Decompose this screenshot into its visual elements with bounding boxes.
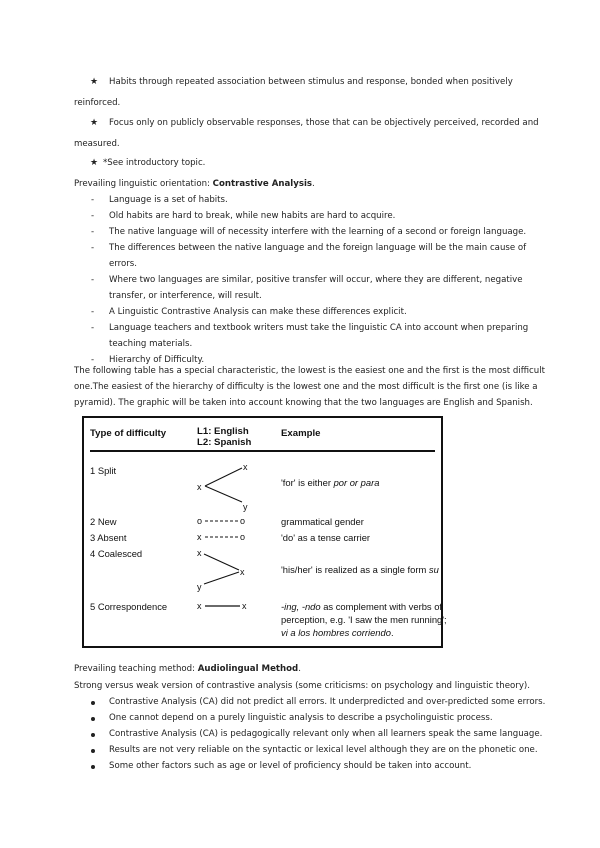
ca-point-cont: teaching materials. — [109, 339, 193, 349]
criticism-item: Some other factors such as age or level of proficiency should be taken into account. — [109, 761, 472, 771]
row-example-correspondence-3: vi a los hombres corriendo. — [281, 627, 394, 638]
star-bullet-icon: ★ — [90, 77, 99, 87]
header-l2: L2: Spanish — [197, 437, 252, 448]
behaviorism-bullet-1: Habits through repeated association between stimulus and response, bonded when positively — [109, 77, 513, 87]
row-example-coalesced: 'his/her' is realized as a single form su — [281, 564, 439, 575]
row-label-split: 1 Split — [90, 465, 117, 476]
dash-bullet-icon: - — [91, 195, 95, 205]
header-example: Example — [281, 428, 321, 439]
behaviorism-bullet-3: *See introductory topic. — [103, 158, 206, 168]
dot-bullet-icon — [91, 717, 95, 721]
ca-point: Hierarchy of Difficulty. — [109, 355, 205, 365]
dash-bullet-icon: - — [91, 227, 95, 237]
dot-bullet-icon — [91, 749, 95, 753]
svg-text:x: x — [197, 548, 202, 558]
ca-point: The native language will of necessity interfere with the learning of a second or foreign language. — [109, 227, 527, 237]
criticism-item: Contrastive Analysis (CA) did not predict all errors. It underpredicted and over-predicted some errors. — [109, 697, 546, 707]
criticism-item: Results are not very reliable on the syntactic or lexical level although they are on the phonetic one. — [109, 745, 538, 755]
dash-bullet-icon: - — [91, 323, 95, 333]
svg-text:x: x — [242, 601, 247, 611]
svg-text:o: o — [197, 516, 203, 526]
svg-text:x: x — [197, 601, 202, 611]
ca-point: Language is a set of habits. — [109, 195, 228, 205]
correspondence-diagram — [197, 601, 247, 611]
row-example-new: grammatical gender — [281, 516, 364, 527]
svg-text:x: x — [240, 567, 245, 577]
dash-bullet-icon: - — [91, 307, 95, 317]
criticism-item: Contrastive Analysis (CA) is pedagogically relevant only when all learners speak the same language. — [109, 729, 543, 739]
dot-bullet-icon — [91, 765, 95, 769]
criticism-item: One cannot depend on a purely linguistic analysis to describe a psycholinguistic process. — [109, 713, 493, 723]
svg-text:o: o — [240, 532, 246, 542]
split-diagram — [197, 462, 248, 512]
dash-bullet-icon: - — [91, 211, 95, 221]
svg-text:y: y — [243, 502, 248, 512]
ca-point: A Linguistic Contrastive Analysis can make these differences explicit. — [109, 307, 407, 317]
header-type: Type of difficulty — [90, 428, 167, 439]
svg-text:x: x — [243, 462, 248, 472]
dash-bullet-icon: - — [91, 275, 95, 285]
ca-point: Language teachers and textbook writers must take the linguistic CA into account when preparing — [109, 323, 529, 333]
difficulty-diagrams — [84, 418, 443, 646]
ca-point-cont: errors. — [109, 259, 138, 269]
svg-text:x: x — [197, 482, 202, 492]
orientation-name: Contrastive Analysis — [212, 179, 313, 189]
dot-bullet-icon — [91, 701, 95, 705]
ca-point-cont: transfer, or interference, will result. — [109, 291, 262, 301]
method-name: Audiolingual Method — [197, 664, 299, 674]
row-example-split: 'for' is either por or para — [281, 477, 380, 488]
ca-point: Where two languages are similar, positive transfer will occur, where they are different, negative — [109, 275, 523, 285]
svg-text:y: y — [197, 582, 202, 592]
difficulty-table — [82, 416, 447, 648]
header-l1: L1: English — [197, 426, 249, 437]
coalesced-diagram — [197, 548, 245, 592]
intro-line-2: one.The easiest of the hierarchy of difficulty is the lowest one and the most difficult is the first one (is like a — [74, 382, 538, 392]
intro-line-3: pyramid). The graphic will be taken into account knowing that the two languages are English and Spanish. — [74, 398, 533, 408]
intro-line-1: The following table has a special characteristic, the lowest is the easiest one and the first is the most difficult — [74, 366, 545, 376]
row-label-coalesced: 4 Coalesced — [90, 548, 143, 559]
svg-text:x: x — [197, 532, 202, 542]
row-example-correspondence-2: perception, e.g. 'I saw the men running'; — [281, 614, 447, 625]
star-bullet-icon: ★ — [90, 158, 99, 168]
row-label-correspondence: 5 Correspondence — [90, 601, 168, 612]
ca-point: Old habits are hard to break, while new habits are hard to acquire. — [109, 211, 396, 221]
row-label-absent: 3 Absent — [90, 532, 127, 543]
dash-bullet-icon: - — [91, 243, 95, 253]
dot-bullet-icon — [91, 733, 95, 737]
ca-point: The differences between the native language and the foreign language will be the main cause of — [109, 243, 527, 253]
teaching-method: Prevailing teaching method: Audiolingual Method. — [74, 664, 301, 674]
row-example-absent: 'do' as a tense carrier — [281, 532, 371, 543]
behaviorism-bullet-1-cont: reinforced. — [74, 98, 121, 108]
new-diagram — [197, 516, 245, 526]
svg-text:o: o — [240, 516, 246, 526]
star-bullet-icon: ★ — [90, 118, 99, 128]
strong-weak-line: Strong versus weak version of contrastive analysis (some criticisms: on psychology and linguistic theory). — [74, 681, 530, 691]
row-label-new: 2 New — [90, 516, 117, 527]
behaviorism-bullet-2: Focus only on publicly observable responses, those that can be objectively perceived, recorded and — [109, 118, 539, 128]
behaviorism-bullet-2-cont: measured. — [74, 139, 120, 149]
dash-bullet-icon: - — [91, 355, 95, 365]
linguistic-orientation: Prevailing linguistic orientation: Contrastive Analysis. — [74, 179, 315, 189]
row-example-correspondence-1: -ing, -ndo as complement with verbs of — [281, 601, 443, 612]
absent-diagram — [197, 532, 245, 542]
